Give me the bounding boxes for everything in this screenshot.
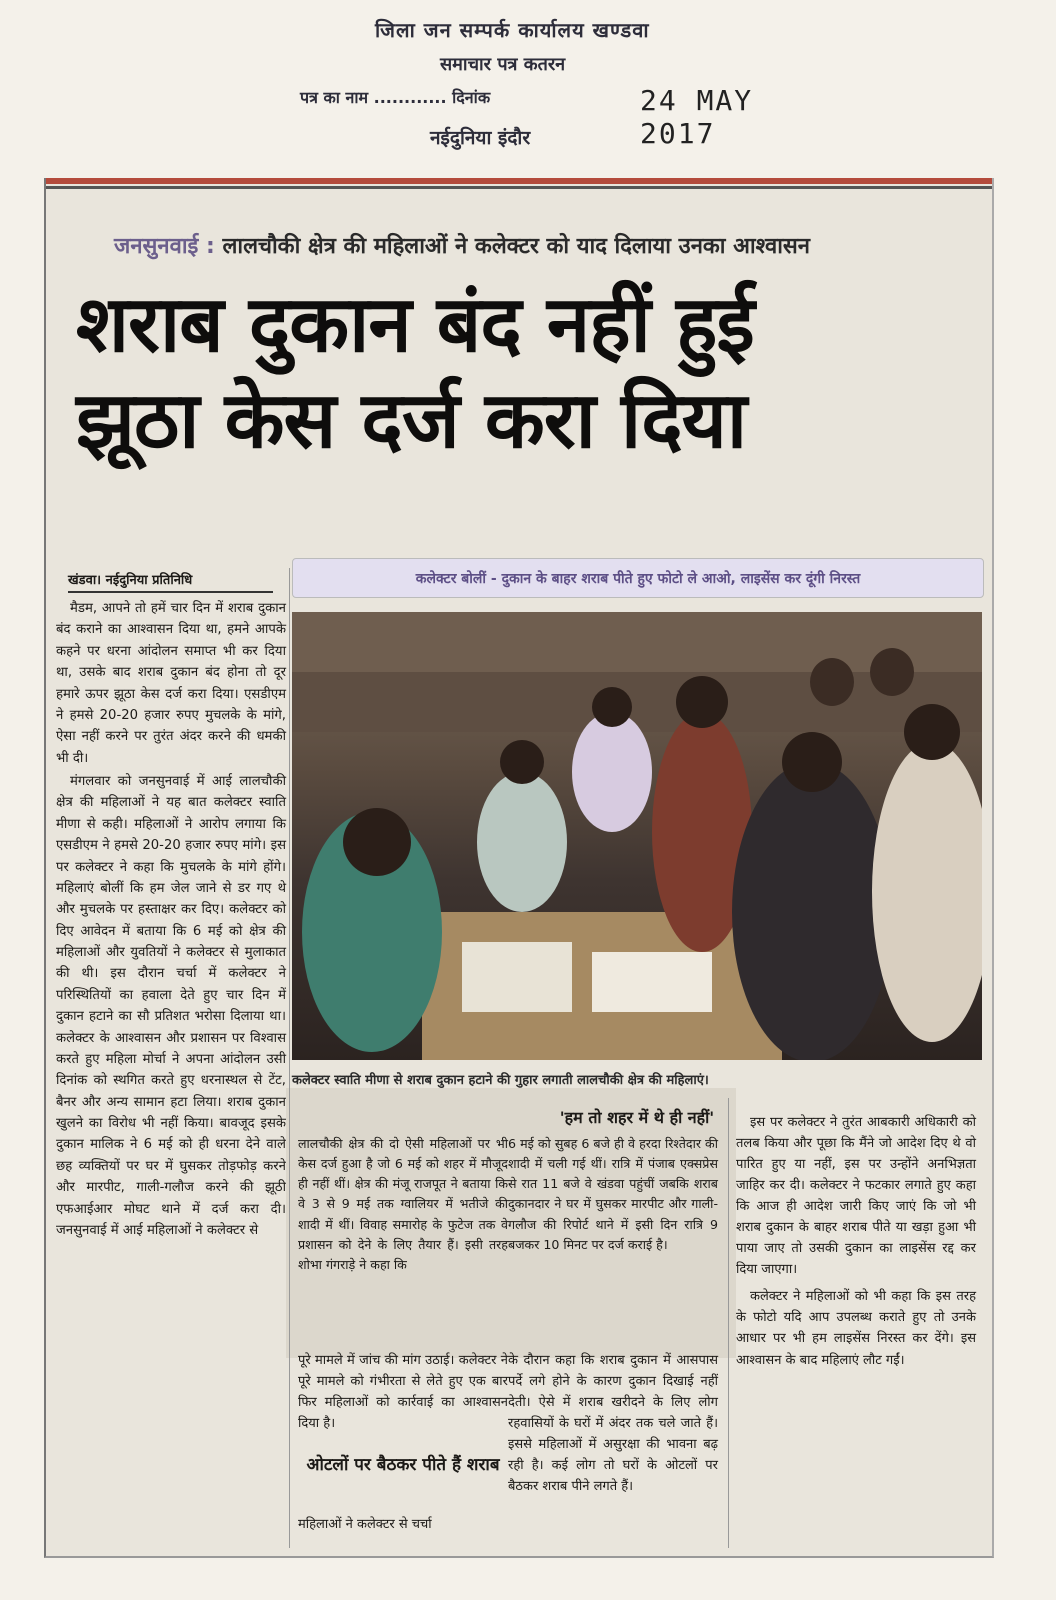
stamp-date: 24 MAY 2017	[640, 84, 754, 150]
sidebox-col2-text: 6 मई को सुबह 6 बजे ही वे हरदा रिश्तेदार की शादी में चली गई थीं। रात्रि में पंजाब एक्सप्रेस से रात 11 बजे वे खंडवा पहुंचीं जबकि शराब दुकानदार ने घर में घुसकर मारपीट और गाली-गलौज की रिपोर्ट थाने में इसी दिन रात्रि 9 बजकर 10 मिनट पर दर्ज कराई है।	[508, 1136, 718, 1252]
stamp-section: समाचार पत्र कतरन	[440, 54, 566, 75]
top-rule-dark	[46, 186, 992, 189]
kicker-text: लालचौकी क्षेत्र की महिलाओं ने कलेक्टर को याद दिलाया उनका आश्वासन	[222, 234, 811, 259]
sidebox-column-1	[298, 1134, 508, 1277]
photo-subhead: कलेक्टर बोलीं - दुकान के बाहर शराब पीते हुए फोटो ले आओ, लाइसेंस कर दूंगी निरस्त	[292, 558, 984, 598]
subhead-otlon: ओटलों पर बैठकर पीते हैं शराब	[306, 1455, 500, 1475]
photo-caption: कलेक्टर स्वाति मीणा से शराब दुकान हटाने की गुहार लगाती लालचौकी क्षेत्र की महिलाएं।	[292, 1073, 709, 1088]
col1-paragraph-1: मैडम, आपने तो हमें चार दिन में शराब दुकान बंद कराने का आश्वासन दिया था, हमने आपके कहने पर धरना आंदोलन समाप्त भी कर दिया था, उसके बाद शराब दुकान बंद होना तो दूर हमारे ऊपर झूठा केस दर्ज करा दिया। एसडीएम ने हमसे 20-20 हजार रुपए मुचलके के मांगे, ऐसा नहीं करने पर तुरंत अंदर करने की धमकी भी दी।	[56, 601, 286, 766]
body-column-4	[736, 1112, 976, 1377]
newspaper-clipping	[44, 178, 994, 1558]
headline-line-1: शराब दुकान बंद नहीं हुई	[76, 280, 754, 370]
stamp-office: जिला जन सम्पर्क कार्यालय खण्डवा	[375, 18, 650, 42]
col2-continuation: पूरे मामले में जांच की मांग उठाई। कलेक्टर ने पूरे मामले को गंभीरता से लेते हुए एक बार फिर महिलाओं को कार्रवाई का आश्वासन दिया है।	[298, 1353, 508, 1432]
column-rule-1	[289, 568, 290, 1548]
kicker	[114, 230, 974, 260]
headline	[76, 280, 976, 466]
stamp-paper-label: पत्र का नाम ............ दिनांक	[300, 88, 491, 107]
kicker-label: जनसुनवाई :	[114, 234, 215, 259]
column-rule-2	[728, 1098, 729, 1548]
photo-illustration	[292, 612, 982, 1060]
col4-paragraph-1: इस पर कलेक्टर ने तुरंत आबकारी अधिकारी को तलब किया और पूछा कि मैंने जो आदेश दिए थे वो पारित हुए या नहीं, इस पर उन्होंने अनभिज्ञता जाहिर कर दी। कलेक्टर ने फटकार लगाते हुए कहा कि आज ही आदेश जारी किए जाएं कि जो भी शराब दुकान के बाहर शराब पीते या खड़ा हुआ भी पाया जाए तो उसकी दुकान का लाइसेंस रद्द कर दिया जाएगा।	[736, 1115, 976, 1278]
stamp-paper-name: नईदुनिया इंदौर	[430, 127, 531, 149]
news-photo	[292, 612, 982, 1060]
sidebox-title: 'हम तो शहर में थे ही नहीं'	[559, 1108, 715, 1127]
byline: खंडवा। नईदुनिया प्रतिनिधि	[68, 570, 273, 593]
col2-tail: महिलाओं ने कलेक्टर से चर्चा	[298, 1517, 432, 1532]
body-column-1	[56, 598, 286, 1243]
sidebox-column-2	[508, 1134, 718, 1257]
col3-continuation: के दौरान कहा कि शराब दुकान में आसपास पर्दे लगे होने के कारण दुकान दिखाई नहीं देती। ऐसे में शराब खरीदने के लिए लोग रहवासियों के घरों में अंदर तक चले जाते हैं। इससे महिलाओं में असुरक्षा की भावना बढ़ रही है। कई लोग तो घरों के ओटलों पर बैठकर शराब पीने लगते हैं।	[508, 1353, 718, 1495]
clipping-stamp	[0, 0, 1056, 160]
headline-line-2: झूठा केस दर्ज करा दिया	[76, 376, 747, 466]
col1-paragraph-2: मंगलवार को जनसुनवाई में आई लालचौकी क्षेत्र की महिलाओं ने यह बात कलेक्टर स्वाति मीणा से कही। महिलाओं ने आरोप लगाया कि एसडीएम ने हमसे 20-20 हजार रुपए मांगे। इस पर कलेक्टर ने कहा कि मुचलके के मांगे होंगे। महिलाएं बोलीं कि हम जेल जाने से डर गए थे और मुचलके पर हस्ताक्षर कर दिए। कलेक्टर को दिए आवेदन में बताया कि 6 मई को क्षेत्र की महिलाओं और युवतियों ने कलेक्टर से मुलाकात की थी। इस दौरान चर्चा में कलेक्टर ने परिस्थितियों का हवाला देते हुए चार दिन में दुकान हटाने का सौ प्रतिशत भरोसा दिलाया था। कलेक्टर के आश्वासन और प्रशासन पर विश्वास करते हुए महिला मोर्चा ने अपना आंदोलन उसी दिनांक को स्थगित करते हुए धरनास्थल से टेंट, बैनर और अन्य सामान हटा लिया। शराब दुकान खुलने का विरोध भी नहीं किया। बावजूद इसके दुकान मालिक ने 6 मई को ही धरना देने वाले छह व्यक्तियों पर घर में घुसकर तोड़फोड़ करने और मारपीट, गाली-गलौज करने की झूठी एफआईआर मोघट थाने में दर्ज करा दी। जनसुनवाई में आई महिलाओं ने कलेक्टर से	[56, 774, 286, 1238]
col4-paragraph-2: कलेक्टर ने महिलाओं को भी कहा कि इस तरह के फोटो यदि आप उपलब्ध कराते हुए तो उनके आधार पर भी हम लाइसेंस निरस्त कर देंगे। इस आश्वासन के बाद महिलाएं लौट गईं।	[736, 1289, 976, 1368]
top-rule	[46, 178, 992, 184]
sidebox-col1-text: लालचौकी क्षेत्र की दो ऐसी महिलाओं पर भी केस दर्ज हुआ है जो 6 मई को शहर में मौजूद ही नहीं थीं। क्षेत्र की मंजू राजपूत ने बताया कि वे 3 से 9 मई तक ग्वालियर में भतीजे की शादी में थीं। विवाह समारोह के फुटेज तक वे प्रशासन को देने के लिए तैयार हैं। इसी तरह शोभा गंगराड़े ने कहा कि	[298, 1136, 508, 1272]
